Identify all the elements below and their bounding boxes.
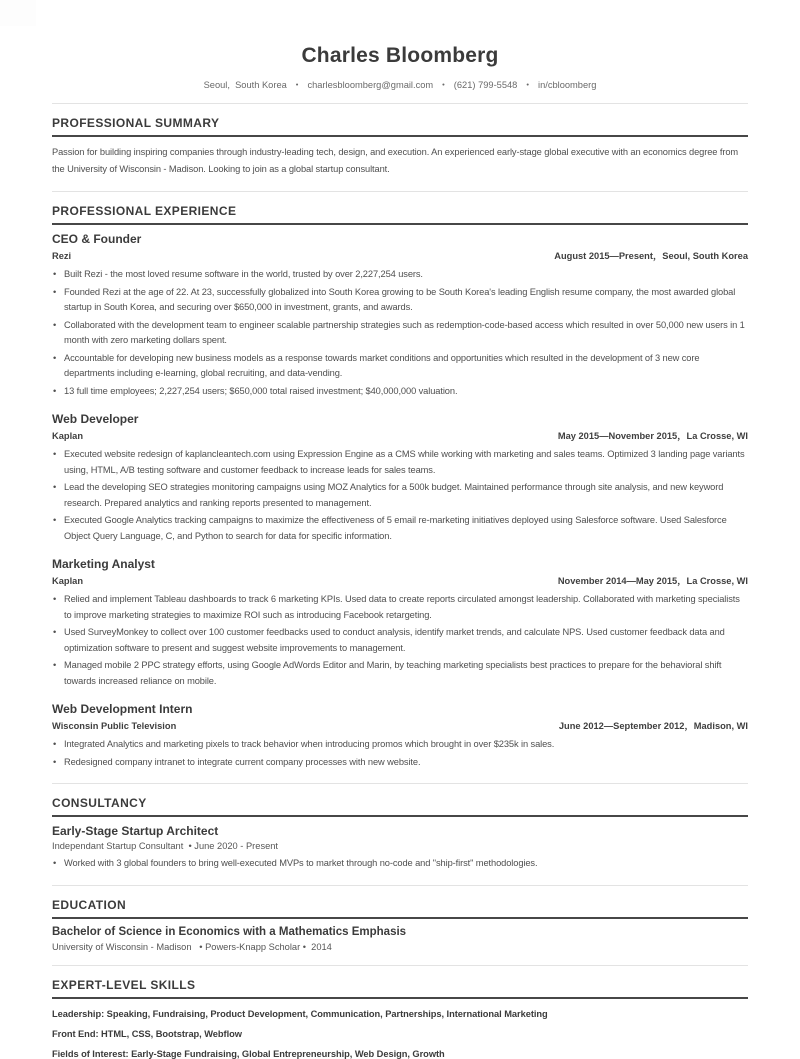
bullet-item: • Lead the developing SEO strategies monitoring campaigns using MOZ Analytics for a 500k budget. Maintained performance through site analysis, and new keyword research. Prepared analytics and ranking reports presented to management. <box>52 480 748 511</box>
bullet-list <box>52 856 748 872</box>
contact-line <box>52 80 748 90</box>
skill-line: Leadership: Speaking, Fundraising, Product Development, Communication, Partnerships, International Marketing <box>52 1008 548 1019</box>
bullet-item: • Executed Google Analytics tracking campaigns to maximize the effectiveness of 5 email re-marketing initiatives deployed using Salesforce software. Used Salesforce Object Query Language, C, and Python to search for data for specific information. <box>52 513 748 544</box>
company-name: Kaplan <box>52 576 83 586</box>
company-name: Wisconsin Public Television <box>52 721 177 731</box>
contact-part: charlesbloomberg@gmail.com <box>307 80 434 90</box>
resume-header <box>52 42 748 90</box>
contact-separator-dot: • <box>295 80 299 89</box>
date-location: August 2015—Present，Seoul, South Korea <box>554 251 748 261</box>
bullet-list <box>52 592 748 689</box>
section-education <box>52 885 748 952</box>
consultancy-entries <box>52 824 748 872</box>
entry-meta-row <box>52 573 748 587</box>
bullet-item: • Managed mobile 2 PPC strategy efforts, using Google AdWords Editor and Marin, by teaching marketing specialists best practices to prepare for the behavioral shift towards increased reliance on mobile. <box>52 658 748 689</box>
contact-separator-dot: • <box>526 80 529 89</box>
section-title-consultancy: CONSULTANCY <box>52 796 748 817</box>
bullet-item: • 13 full time employees; 2,227,254 users; $650,000 total raised investment; $40,000,000 valuation. <box>52 384 748 400</box>
bullet-item: • Collaborated with the development team to engineer scalable partnership strategies such as redemption-code-based access which resulted in over 50,000 new users in 1 month with zero marketing dollars spent. <box>52 318 748 349</box>
entry-meta-row <box>52 718 748 732</box>
job-title: Early-Stage Startup Architect <box>52 824 219 838</box>
date-location: May 2015—November 2015，La Crosse, WI <box>557 431 748 441</box>
bullet-item: • Relied and implement Tableau dashboards to track 6 marketing KPIs. Used data to create reports circulated amongst leadership. Collaborated with marketing specialists to improve marketing strategies to maximize ROI such as introducing Facebook retargeting. <box>52 592 748 623</box>
education-detail: University of Wisconsin - Madison • Powers-Knapp Scholar • 2014 <box>52 941 332 952</box>
company-name: Kaplan <box>52 431 83 441</box>
top-left-artifact <box>0 0 36 26</box>
experience-entry <box>52 557 748 689</box>
date-location: June 2012—September 2012，Madison, WI <box>558 721 748 731</box>
summary-text: Passion for building inspiring companies through industry-leading tech, design, and execution. An experienced early-stage global executive with an economics degree from the University of Wisconsin - Madison. Looking to join as a global startup consultant. <box>52 147 739 174</box>
contact-part: (621) 799-5548 <box>453 80 518 90</box>
company-name: Rezi <box>52 251 72 261</box>
section-title-expert-level-skills: EXPERT-LEVEL SKILLS <box>52 978 748 999</box>
section-title-education: EDUCATION <box>52 898 748 919</box>
entry-meta-row <box>52 248 748 262</box>
bullet-list <box>52 737 748 770</box>
skills-lines <box>52 1009 748 1059</box>
contact-separator-dot: • <box>442 80 445 89</box>
bullet-item: • Worked with 3 global founders to bring well-executed MVPs to market through no-code and "ship-first" methodologies. <box>52 856 748 872</box>
entry-subtitle: Independant Startup Consultant • June 2020 - Present <box>52 841 279 851</box>
job-title: Marketing Analyst <box>52 557 155 571</box>
bullet-item: • Built Rezi - the most loved resume software in the world, trusted by over 2,227,254 users. <box>52 267 748 283</box>
contact-part: Seoul, South Korea <box>203 80 287 90</box>
section-expert-level-skills <box>52 965 748 1059</box>
bullet-item: • Founded Rezi at the age of 22. At 23, successfully globalized into South Korea growing to be South Korea's leading English resume company, the most awarded global startup in South Korea, and securing over $650,000 in investment, grants, and awards. <box>52 285 748 316</box>
person-name: Charles Bloomberg <box>301 44 499 67</box>
skill-line: Fields of Interest: Early-Stage Fundraising, Global Entrepreneurship, Web Design, Growth <box>52 1048 445 1059</box>
section-title-professional-summary: PROFESSIONAL SUMMARY <box>52 116 748 137</box>
contact-part: in/cbloomberg <box>538 80 597 90</box>
bullet-item: • Used SurveyMonkey to collect over 100 customer feedbacks used to conduct analysis, identify market trends, and calculate NPS. Used customer feedback data and optimization software to present and suggest website improvements to management. <box>52 625 748 656</box>
job-title: CEO & Founder <box>52 232 142 246</box>
entry-meta-row <box>52 428 748 442</box>
date-location: November 2014—May 2015，La Crosse, WI <box>557 576 748 586</box>
bullet-item: • Redesigned company intranet to integrate current company processes with new website. <box>52 755 748 771</box>
skill-line: Front End: HTML, CSS, Bootstrap, Webflow <box>52 1028 242 1039</box>
bullet-item: • Integrated Analytics and marketing pixels to track behavior when introducing promos which brought in over $235k in sales. <box>52 737 748 753</box>
experience-entry <box>52 702 748 770</box>
experience-entries <box>52 232 748 770</box>
degree-title: Bachelor of Science in Economics with a Mathematics Emphasis <box>52 925 407 938</box>
job-title: Web Development Intern <box>52 702 193 716</box>
bullet-list <box>52 447 748 544</box>
job-title: Web Developer <box>52 412 139 426</box>
section-consultancy <box>52 783 748 872</box>
experience-entry <box>52 412 748 544</box>
bullet-item: • Executed website redesign of kaplancleantech.com using Expression Engine as a CMS while working with marketing and sales teams. Optimized 3 landing page variants using, HTML, A/B testing software and customer feedback to increase leads for sales teams. <box>52 447 748 478</box>
bullet-item: • Accountable for developing new business models as a response towards market conditions and opportunities which resulted in the development of 3 new core departments including e-learning, global recruiting, and data-vending. <box>52 351 748 382</box>
section-professional-experience <box>52 191 748 770</box>
bullet-list <box>52 267 748 399</box>
section-title-professional-experience: PROFESSIONAL EXPERIENCE <box>52 204 748 225</box>
experience-entry <box>52 232 748 399</box>
experience-entry <box>52 824 748 872</box>
section-professional-summary <box>52 103 748 178</box>
